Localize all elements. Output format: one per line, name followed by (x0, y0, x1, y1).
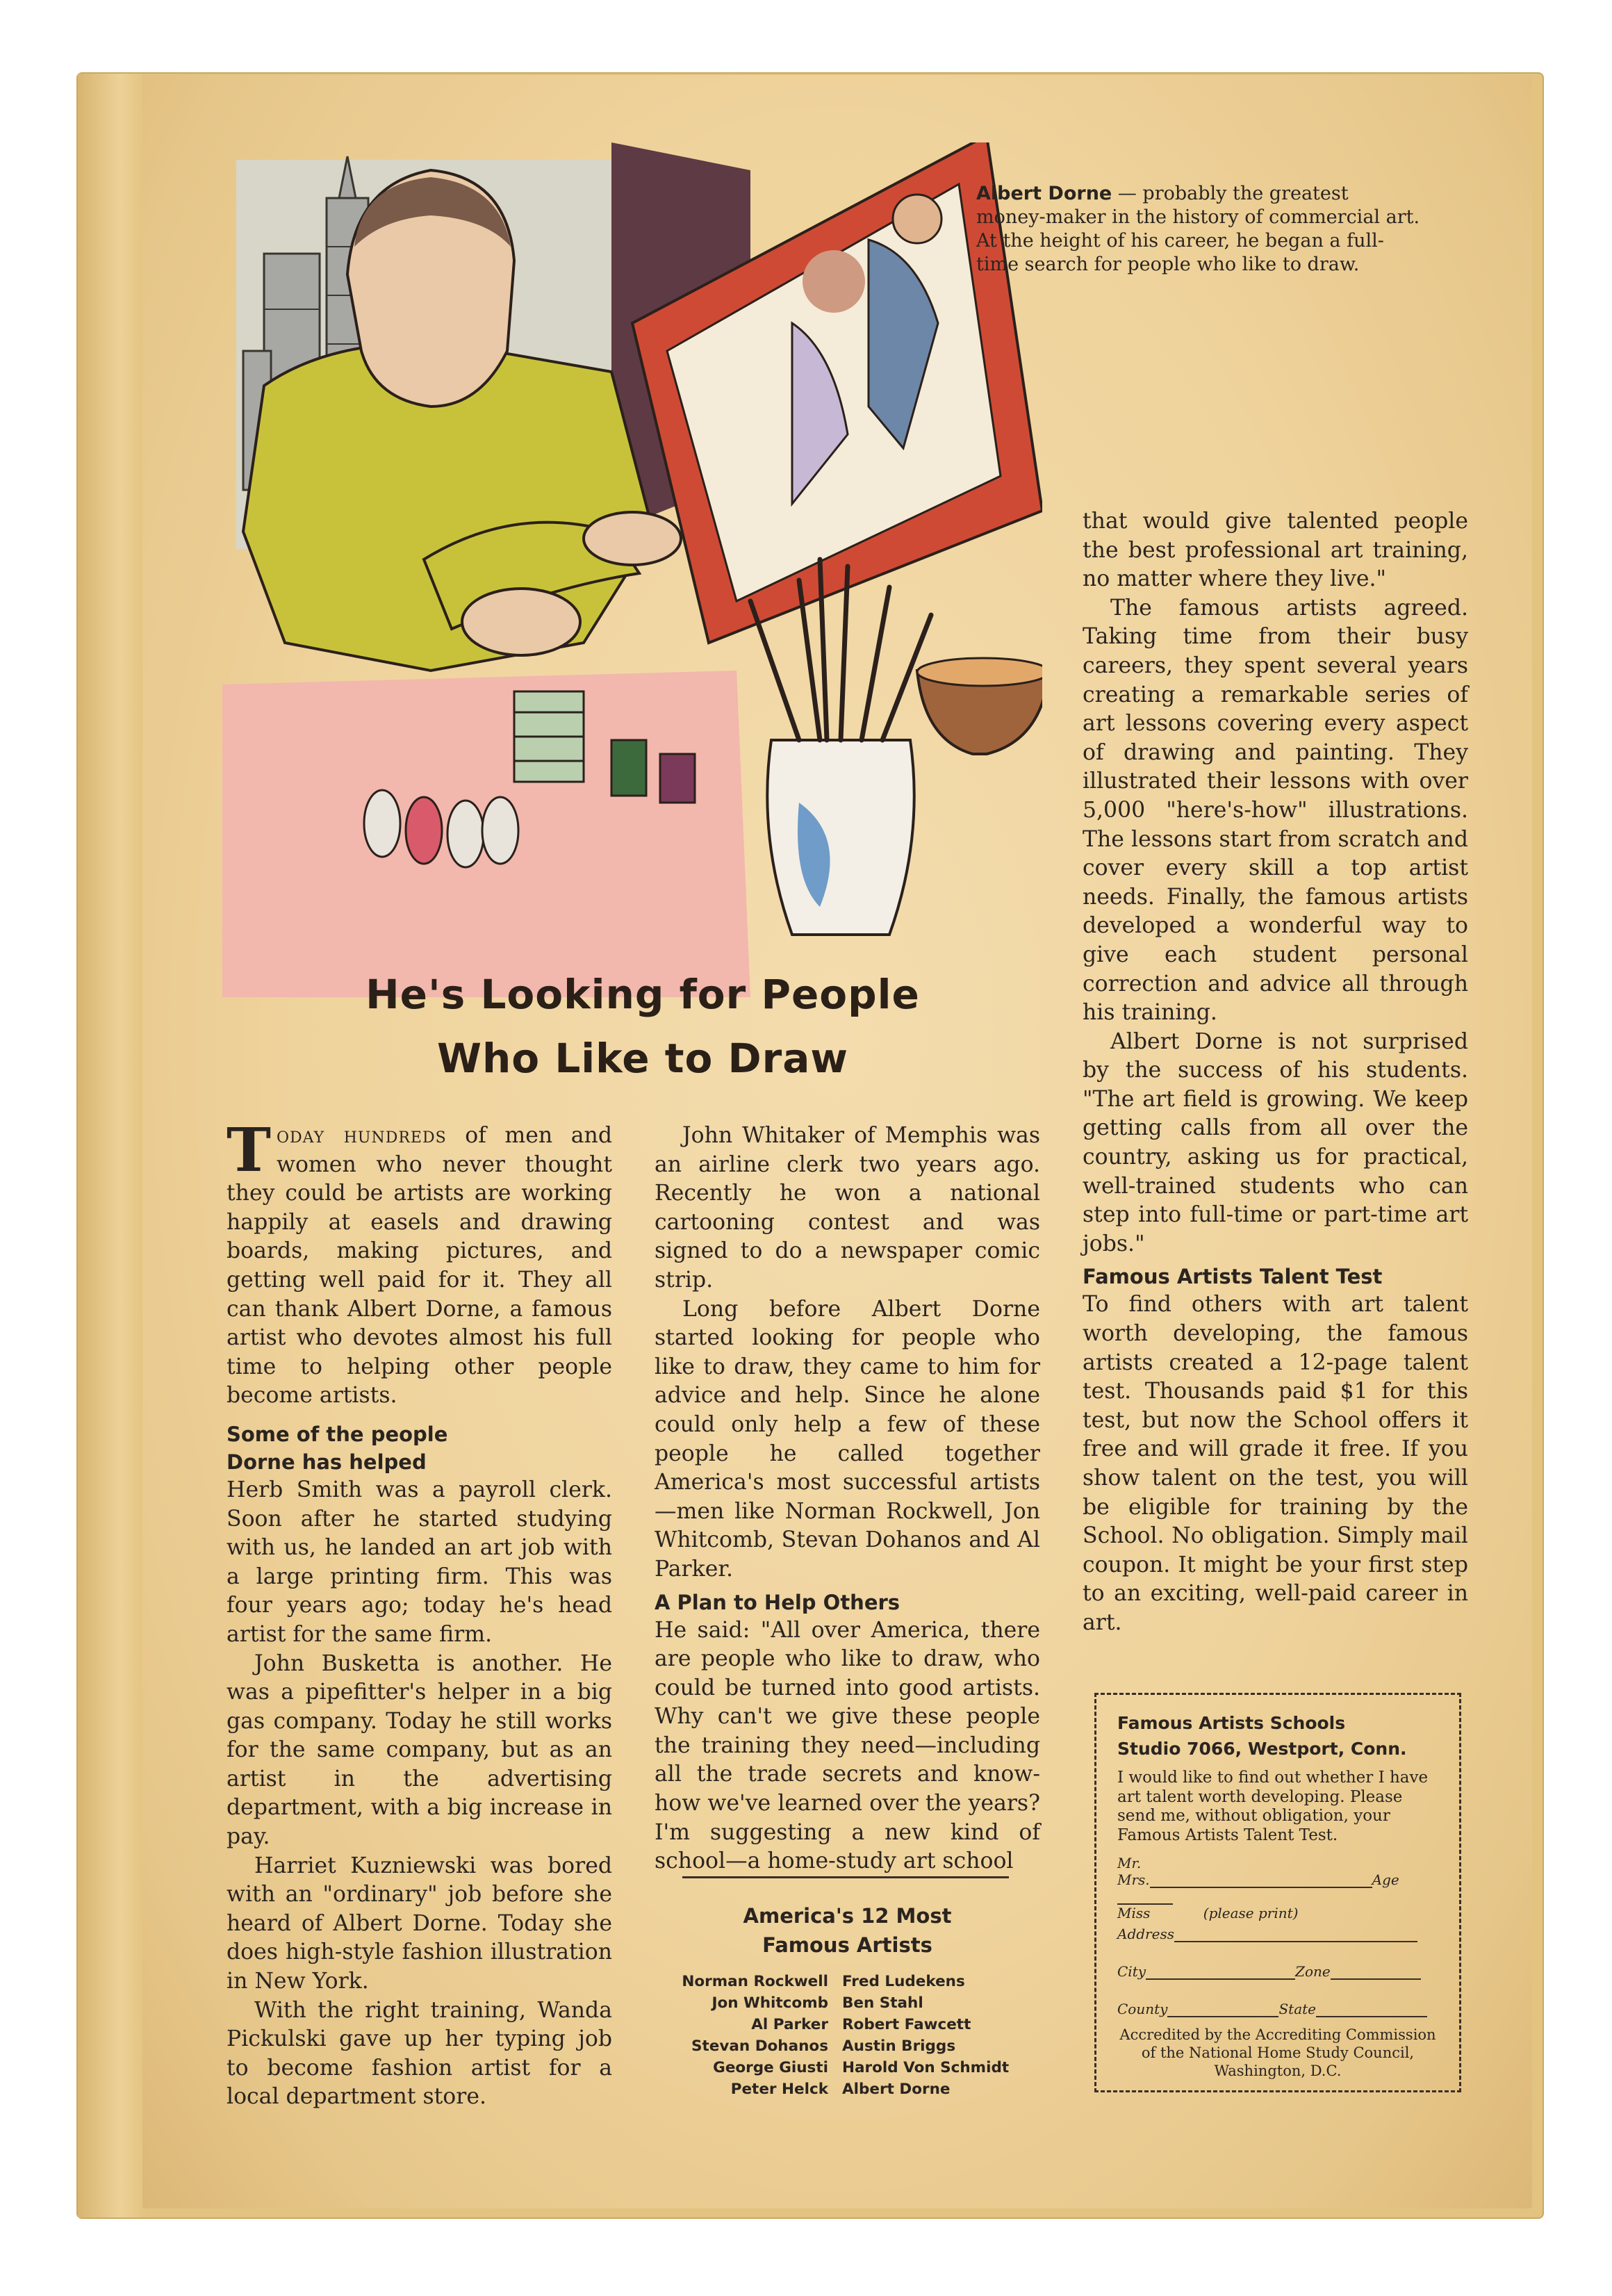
col2-paragraph-2: Long before Albert Dorne started looking for people who like to draw, they came to him for advice and help. Since he alone could only help a few of these people he called together America's most successful artists —men like Norman Rockwell, Jon Whitcomb, Stevan Dohanos and Al Parker. (655, 1296, 1040, 1582)
artist-name: Austin Briggs (842, 2037, 956, 2055)
col2-paragraph-3: He said: "All over America, there are people who like to draw, who could be turned into good artists. Why can't we give these people the training they need—including all the trade secrets and know-how we've learned over the years? I'm suggesting a new kind of school—a home-study art school (655, 1617, 1040, 1874)
coupon-county-field[interactable] (1117, 2001, 1438, 2017)
coupon-city-field[interactable] (1117, 1963, 1438, 1980)
artist-name: Ben Stahl (842, 1994, 923, 2012)
famous-title-line-2: Famous Artists (762, 1933, 932, 1957)
artist-name: Peter Helck (730, 2081, 828, 2098)
illustration-caption (976, 182, 1421, 277)
coupon-address-field[interactable] (1117, 1926, 1438, 1942)
subhead-dorne-helped: Dorne has helped (227, 1450, 427, 1474)
artist-illustration (222, 142, 1042, 997)
article-column-2 (655, 1122, 1040, 1876)
headline-line-2: Who Like to Draw (437, 1035, 848, 1082)
article-column-1 (227, 1115, 612, 2112)
headline-line-1: He's Looking for People (365, 971, 920, 1018)
divider-rule (682, 1876, 1009, 1878)
col2-paragraph-1: John Whitaker of Memphis was an airline clerk two years ago. Recently he won a national cartooning contest and was signed to do a newspaper comic strip. (655, 1123, 1040, 1293)
col3-paragraph-3: Albert Dorne is not surprised by the success of his students. "The art field is growing. We keep getting calls from all over the country, asking us for practical, well-trained students who can step into full-time or part-time art jobs." (1083, 1028, 1468, 1256)
coupon-school-name: Famous Artists Schools (1117, 1713, 1346, 1733)
famous-artists-title (655, 1901, 1040, 1960)
page-spine (78, 74, 147, 2217)
coupon-request-text: I would like to find out whether I have art talent worth developing. Please send me, without obligation, your Famous Artists Talent Test. (1117, 1769, 1429, 1844)
label-please-print: (please print) (1203, 1905, 1299, 1921)
artist-name: Stevan Dohanos (691, 2037, 828, 2055)
artist-name: Jon Whitcomb (712, 1994, 828, 2012)
label-mr: Mr. (1117, 1855, 1142, 1871)
col1-paragraph-4: Harriet Kuzniewski was bored with an "ordinary" job before she heard of Albert Dorne. Today she does high-style fashion illustration in New York. (227, 1853, 612, 1994)
col1-paragraph-1 (227, 1115, 612, 1411)
label-state: State (1278, 2001, 1316, 2017)
coupon-name-field[interactable] (1117, 1855, 1438, 1921)
caption-name: Albert Dorne (976, 183, 1112, 204)
col3-paragraph-1: that would give talented people the best professional art training, no matter where they live." (1083, 509, 1468, 592)
label-address: Address (1117, 1926, 1174, 1942)
artist-name: George Giusti (713, 2059, 828, 2076)
label-age: Age (1372, 1871, 1399, 1888)
artist-name: Fred Ludekens (842, 1973, 965, 1990)
col3-paragraph-4: To find others with art talent worth developing, the famous artists created a 12-page talent test. Thousands paid $1 for this test, but now the School offers it free and will grade it free. If you show talent on the test, you will be eligible for training by the School. No obligation. Simply mail coupon. It might be your first step to an exciting, well-paid career in art. (1083, 1292, 1468, 1635)
subhead-some-people: Some of the people (227, 1422, 448, 1446)
artist-name: Al Parker (751, 2016, 828, 2033)
artist-name: Harold Von Schmidt (842, 2059, 1010, 2076)
col1-paragraph-5: With the right training, Wanda Pickulski gave up her typing job to become fashion artist for a local department store. (227, 1997, 612, 2110)
lead-in: oday hundreds (277, 1123, 447, 1148)
drop-cap: T (227, 1115, 271, 1186)
coupon-studio-address: Studio 7066, Westport, Conn. (1117, 1739, 1407, 1759)
headline (229, 962, 1056, 1090)
famous-title-line-1: America's 12 Most (743, 1904, 952, 1928)
col1-paragraph-3: John Busketta is another. He was a pipefitter's helper in a big gas company. Today he still works for the same company, but as an artist in the advertising department, with a big increase in pay. (227, 1650, 612, 1850)
label-city: City (1117, 1963, 1146, 1980)
label-zone: Zone (1295, 1963, 1331, 1980)
caption-text: — probably the greatest money-maker in the history of commercial art. At the height of his career, he began a full-time search for people who like to draw. (976, 183, 1420, 275)
mail-coupon[interactable] (1094, 1693, 1461, 2092)
artist-name: Robert Fawcett (842, 2016, 971, 2033)
label-miss: Miss (1117, 1905, 1151, 1921)
subhead-plan: A Plan to Help Others (655, 1590, 900, 1614)
artist-name: Albert Dorne (842, 2081, 951, 2098)
artist-names-list (653, 1971, 1042, 2100)
label-mrs: Mrs. (1117, 1871, 1150, 1888)
subhead-talent-test: Famous Artists Talent Test (1083, 1265, 1383, 1289)
label-county: County (1117, 2001, 1168, 2017)
article-column-3 (1083, 507, 1468, 1638)
col3-paragraph-2: The famous artists agreed. Taking time from their busy careers, they spent several years creating a remarkable series of art lessons covering every aspect of drawing and painting. They illustrated their lessons with over 5,000 "here's-how" illustrations. The lessons start from scratch and cover every skill a top artist needs. Finally, the famous artists developed a wonderful way to give each student personal correction and advice all through his training. (1083, 595, 1468, 1026)
coupon-accreditation: Accredited by the Accrediting Commission of the National Home Study Council, Washington, D.C. (1119, 2026, 1436, 2079)
artist-name: Norman Rockwell (682, 1973, 828, 1990)
col1-paragraph-2: Herb Smith was a payroll clerk. Soon after he started studying with us, he landed an art job with a large printing firm. This was four years ago; today he's head artist for the same firm. (227, 1477, 612, 1647)
col1-p1-text: of men and women who never thought they could be artists are working happily at easels and drawing boards, making pictures, and getting well paid for it. They all can thank Albert Dorne, a famous artist who devotes almost his full time to helping other people become artists. (227, 1123, 612, 1409)
